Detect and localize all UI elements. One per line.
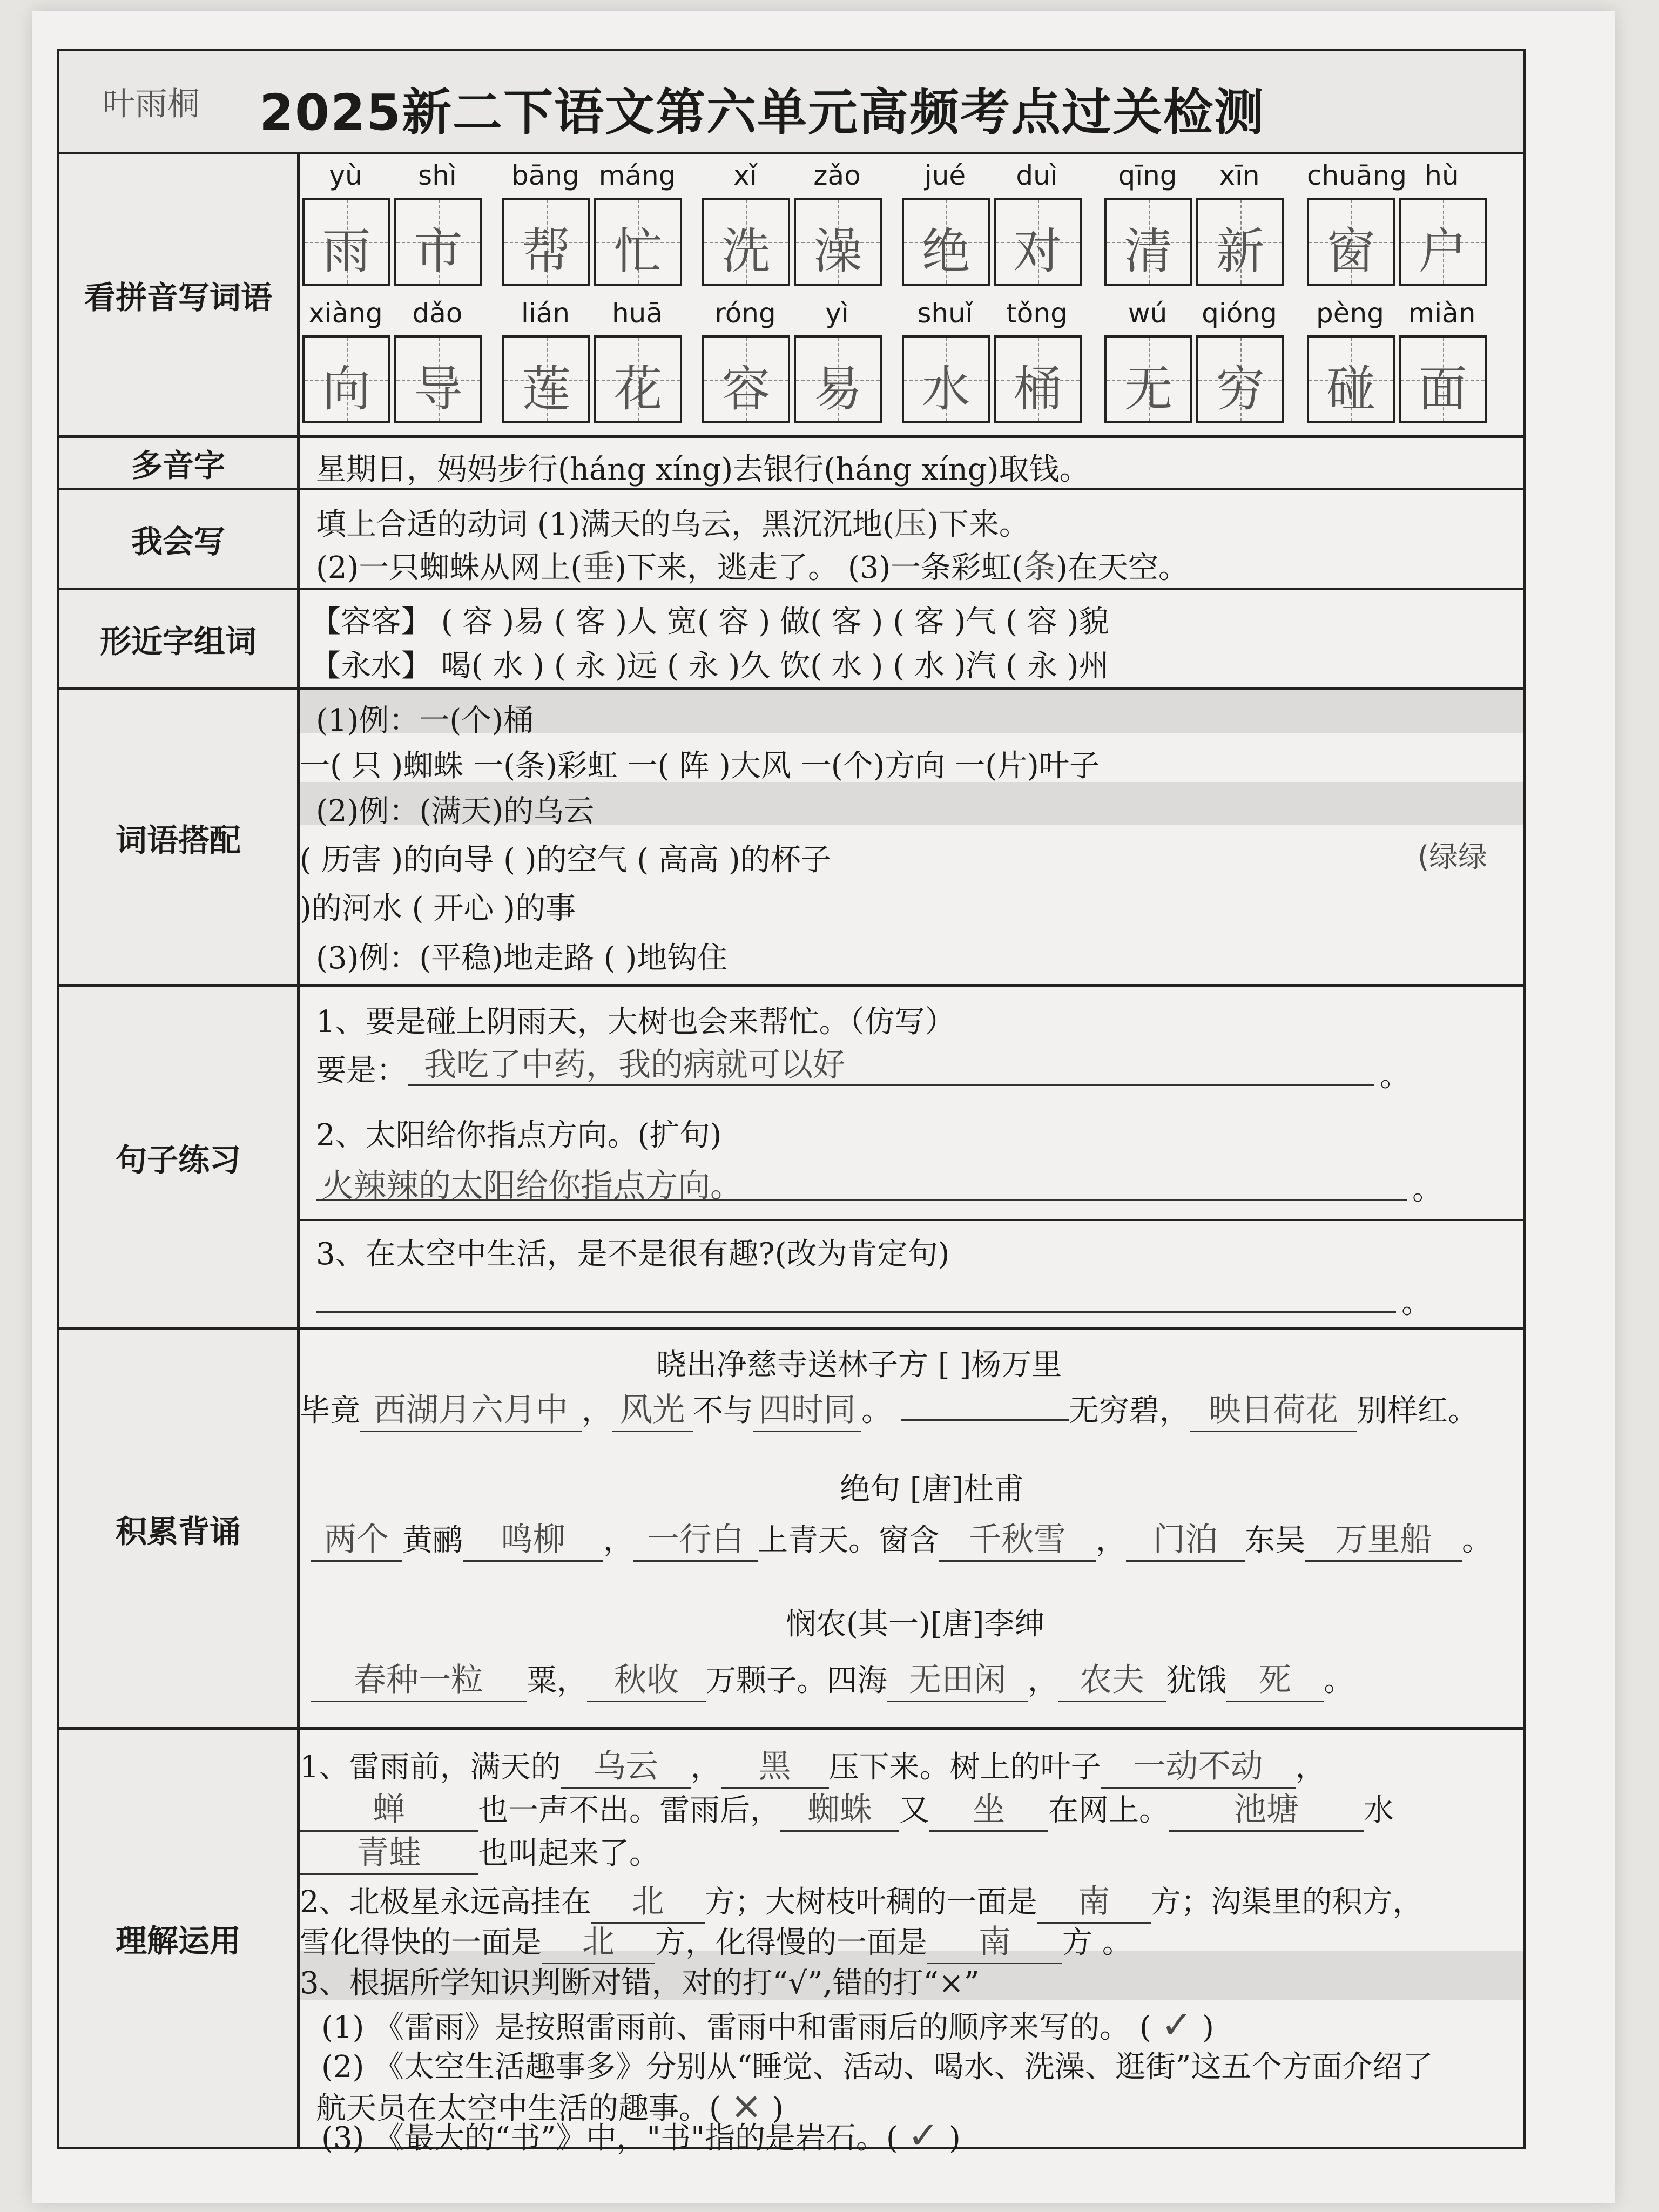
pinyin-label: xǐ [733, 160, 757, 191]
judge-text: ) [772, 2091, 784, 2126]
handwritten-char: 桶 [1013, 361, 1062, 417]
app-blank: 池塘 [1169, 1784, 1364, 1832]
section-label: 词语搭配 [59, 690, 300, 984]
pinyin-label: pèng [1316, 298, 1384, 329]
handwritten-char: 容 [721, 361, 771, 417]
section-label: 形近字组词 [59, 590, 300, 687]
poem-text: 不与 [693, 1393, 753, 1428]
poem-text: 粟， [527, 1663, 587, 1698]
collocation-line-3: )的河水 ( 开心 )的事 [300, 891, 576, 926]
poem-3-line [311, 1654, 1354, 1702]
tianzige-box [594, 335, 682, 423]
poem-text: 万颗子。四海 [706, 1663, 887, 1698]
poem-text: 无穷碧， [1068, 1393, 1190, 1428]
handwritten-char: 莲 [522, 361, 571, 417]
pinyin-label: miàn [1408, 298, 1476, 329]
handwritten-char: 碰 [1326, 361, 1375, 417]
sentence-q2: 2、太阳给你指点方向。(扩句) [316, 1118, 722, 1153]
app-text: 方；沟渠里的积方， [1150, 1885, 1423, 1920]
collocation-line-1: 一( 只 )蜘蛛 一(条)彩虹 一( 阵 )大风 一(个)方向 一(片)叶子 [300, 748, 1100, 784]
verbs-q2: (2)一只蜘蛛从网上( [316, 550, 583, 585]
pinyin-label: yù [329, 160, 362, 191]
section-pinyin [59, 154, 1523, 438]
collocation-overflow-answer: (绿绿 [1418, 840, 1488, 874]
sentence-q2-answer: 火辣辣的太阳给你指点方向。 [321, 1167, 743, 1205]
app-blank: 蝉 [300, 1784, 478, 1832]
tianzige-box [702, 335, 790, 423]
sentence-q1: 1、要是碰上阴雨天，大树也会来帮忙。（仿写） [316, 1004, 955, 1040]
app-text: 压下来。树上的叶子 [828, 1750, 1101, 1785]
handwritten-char: 无 [1124, 361, 1173, 417]
answer-line [316, 1199, 1407, 1201]
pinyin-label: zǎo [813, 160, 861, 191]
poem-text: 。 [861, 1393, 892, 1428]
sentence-end: 。 [1401, 1285, 1432, 1320]
tianzige-box [302, 335, 390, 423]
poem-text: ， [1028, 1663, 1058, 1698]
judge-2: (2) 《太空生活趣事多》分别从“睡觉、活动、喝水、洗澡、逛街”这五个方面介绍了 [321, 2049, 1433, 2085]
pinyin-label: tǒng [1006, 298, 1068, 329]
tianzige-box [994, 198, 1082, 286]
handwritten-char: 市 [414, 223, 463, 280]
app-blank: 南 [927, 1916, 1062, 1964]
app-text: 1、雷雨前，满天的 [300, 1750, 561, 1785]
poem-text: 黄鹂 [402, 1523, 463, 1558]
tianzige-box [902, 198, 990, 286]
answer-line [316, 1311, 1396, 1313]
judge-text: 航天员在太空中生活的趣事。( [316, 2091, 721, 2126]
handwritten-char: 洗 [721, 223, 771, 280]
section-label: 句子练习 [59, 987, 300, 1327]
app-blank: 蜘蛛 [780, 1784, 899, 1832]
poem-text: ， [582, 1393, 612, 1428]
tianzige-box [902, 335, 990, 423]
app-blank: 坐 [929, 1784, 1048, 1832]
handwritten-char: 水 [921, 361, 970, 417]
similar-row-1: 【容客】 ( 容 )易 ( 客 )人 宽( 容 ) 做( 客 ) ( 客 )气 ( 容 )貌 [311, 604, 1109, 639]
poem-2-title: 绝句 [唐]杜甫 [840, 1472, 1024, 1507]
verbs-line-2 [316, 541, 1189, 588]
handwritten-char: 对 [1013, 223, 1062, 280]
pinyin-label: xīn [1219, 160, 1260, 191]
tianzige-box [1399, 198, 1487, 286]
poem-blank: 万里船 [1305, 1514, 1462, 1562]
collocation-example-3: (3)例：(平稳)地走路 ( )地钩住 [316, 941, 728, 976]
tianzige-box [594, 198, 682, 286]
judge-3 [321, 2113, 961, 2157]
app-q1-line-3 [300, 1827, 659, 1875]
collocation-line-2: ( 历害 )的向导 ( )的空气 ( 高高 )的杯子 [300, 842, 831, 878]
section-label: 多音字 [59, 438, 300, 488]
tianzige-box [994, 335, 1082, 423]
app-q3: 3、根据所学知识判断对错，对的打“√”,错的打“×” [300, 1966, 980, 2001]
tianzige-box [794, 335, 882, 423]
pinyin-label: chuāng [1307, 160, 1407, 191]
handwritten-char: 易 [813, 361, 862, 417]
verbs-instruction: 填上合适的动词 [316, 507, 528, 542]
answer-handwritten: 压 [894, 505, 927, 543]
section-similar-chars [59, 590, 1523, 690]
pinyin-label: bāng [511, 160, 579, 191]
poem-blank: 春种一粒 [311, 1654, 527, 1702]
verbs-q3-end: )在天空。 [1056, 550, 1189, 585]
handwritten-char: 帮 [522, 223, 571, 280]
app-blank: 北 [591, 1876, 705, 1924]
pinyin-label: yì [825, 298, 849, 329]
poem-blank [901, 1419, 1069, 1421]
app-blank: 黑 [721, 1741, 829, 1789]
similar-row-2: 【永水】 喝( 水 ) ( 永 )远 ( 永 )久 饮( 水 ) ( 水 )汽 ( 永 )州 [311, 649, 1109, 684]
pinyin-label: qīng [1118, 160, 1177, 191]
app-text: 又 [899, 1793, 929, 1828]
check-mark: ✓ [907, 2113, 940, 2157]
verbs-q2-end: )下来，逃走了。 [615, 550, 839, 585]
app-q2-line-2 [300, 1916, 1132, 1964]
pinyin-label: jué [924, 160, 966, 191]
pinyin-label: shuǐ [917, 298, 973, 329]
sentence-q1-answer: 我吃了中药，我的病就可以好 [424, 1046, 845, 1084]
pinyin-label: dǎo [412, 298, 463, 329]
poem-2-line [311, 1514, 1492, 1562]
app-text: 水 [1364, 1793, 1394, 1828]
poem-blank: 无田闲 [887, 1654, 1028, 1702]
app-text: ， [1295, 1750, 1326, 1785]
pinyin-label: xiàng [308, 298, 383, 329]
answer-handwritten: 条 [1023, 548, 1056, 586]
app-text: 雪化得快的一面是 [300, 1925, 542, 1960]
tianzige-box [794, 198, 882, 286]
check-mark: ✓ [1161, 2002, 1193, 2047]
poem-text: 。 [1324, 1663, 1354, 1698]
app-blank: 青蛙 [300, 1827, 478, 1875]
pinyin-label: lián [521, 298, 570, 329]
poem-blank: 门泊 [1126, 1514, 1245, 1562]
poem-blank: 映日荷花 [1190, 1384, 1357, 1432]
handwritten-char: 雨 [322, 223, 371, 280]
pinyin-label: qióng [1202, 298, 1277, 329]
section-verbs [59, 490, 1523, 590]
collocation-example-1: (1)例：一(个)桶 [316, 703, 534, 738]
app-text: ， [690, 1750, 721, 1785]
tianzige-box [302, 198, 390, 286]
tianzige-box [1307, 335, 1395, 423]
section-polyphone [59, 438, 1523, 490]
pinyin-label: máng [598, 160, 676, 191]
handwritten-char: 忙 [613, 223, 663, 280]
poem-1-line [300, 1384, 1478, 1432]
handwritten-char: 向 [322, 361, 371, 417]
pinyin-grid [300, 154, 1523, 435]
poem-blank: 死 [1226, 1654, 1324, 1702]
judge-1 [321, 2002, 1214, 2047]
poem-3-title: 悯农(其一)[唐]李绅 [786, 1607, 1045, 1642]
app-blank: 南 [1037, 1876, 1151, 1924]
section-collocation [59, 690, 1523, 987]
verbs-q3: (3)一条彩虹( [847, 550, 1024, 585]
judge-text: ) [949, 2121, 961, 2156]
poem-text: 毕竟 [300, 1393, 360, 1428]
tianzige-box [1307, 198, 1395, 286]
tianzige-box [394, 198, 482, 286]
judge-text: (1) 《雷雨》是按照雷雨前、雷雨中和雷雨后的顺序来写的。 ( [321, 2010, 1151, 2045]
poem-blank: 一行白 [633, 1514, 758, 1562]
tianzige-box [1196, 335, 1284, 423]
tianzige-box [502, 198, 590, 286]
handwritten-char: 澡 [813, 223, 862, 280]
verbs-q1-end: )下来。 [926, 507, 1029, 542]
pinyin-label: huā [611, 298, 663, 329]
poem-blank: 千秋雪 [939, 1514, 1096, 1562]
pinyin-label: shì [418, 160, 457, 191]
poem-text: ， [1096, 1523, 1126, 1558]
answer-handwritten: 垂 [582, 548, 615, 586]
handwritten-char: 户 [1418, 223, 1467, 280]
section-label: 积累背诵 [59, 1330, 300, 1727]
poem-blank: 秋收 [587, 1654, 706, 1702]
poem-text: 犹饿 [1166, 1663, 1226, 1698]
poem-text: ， [603, 1523, 633, 1558]
handwritten-char: 面 [1418, 361, 1467, 417]
app-blank: 乌云 [561, 1741, 691, 1789]
sentence-end: 。 [1412, 1172, 1442, 1207]
app-text: 方 。 [1062, 1925, 1132, 1960]
section-label: 理解运用 [59, 1730, 300, 2147]
judge-text: (3) 《最大的“书”》中，"书"指的是岩石。( [321, 2121, 898, 2156]
tianzige-box [1196, 198, 1284, 286]
title-row [59, 51, 1523, 154]
verbs-q1: (1)满天的乌云，黑沉沉地( [537, 507, 894, 542]
poem-blank: 鸣柳 [463, 1514, 603, 1562]
tianzige-box [1399, 335, 1487, 423]
handwritten-char: 花 [613, 361, 663, 417]
answer-line [408, 1084, 1374, 1086]
poem-blank: 两个 [311, 1514, 402, 1562]
handwritten-char: 穷 [1216, 361, 1265, 417]
tianzige-box [702, 198, 790, 286]
tianzige-box [502, 335, 590, 423]
app-text: 在网上。 [1048, 1793, 1169, 1828]
judge-text: ) [1202, 2010, 1214, 2045]
app-blank: 北 [542, 1916, 655, 1964]
poem-blank: 四时同 [753, 1384, 861, 1432]
verbs-line-1 [316, 498, 1029, 544]
handwritten-char: 绝 [921, 223, 970, 280]
poem-1-title: 晓出净慈寺送林子方 [ ]杨万里 [656, 1347, 1062, 1382]
pinyin-label: hù [1425, 160, 1459, 191]
app-text: 方；大树枝叶稠的一面是 [704, 1885, 1037, 1920]
worksheet-table [57, 49, 1526, 2157]
tianzige-box [1104, 198, 1192, 286]
handwritten-char: 导 [414, 361, 463, 417]
app-text: 方，化得慢的一面是 [655, 1925, 927, 1960]
poem-text: 东吴 [1245, 1523, 1305, 1558]
poem-blank: 西湖月六月中 [360, 1384, 582, 1432]
sentence-q3: 3、在太空中生活，是不是很有趣?(改为肯定句) [316, 1237, 950, 1272]
handwritten-char: 新 [1216, 223, 1265, 280]
page-title: 2025新二下语文第六单元高频考点过关检测 [259, 84, 1265, 141]
pinyin-label: wú [1128, 298, 1168, 329]
app-blank: 一动不动 [1101, 1741, 1296, 1789]
poem-text: 别样红。 [1357, 1393, 1478, 1428]
divider [300, 1219, 1523, 1221]
sentence-end: 。 [1380, 1058, 1410, 1094]
poem-blank: 风光 [612, 1384, 693, 1432]
section-recitation [59, 1330, 1523, 1730]
app-q1-line-2 [300, 1784, 1394, 1832]
poem-text: 上青天。窗含 [758, 1523, 939, 1558]
tianzige-box [394, 335, 482, 423]
pinyin-label: duì [1016, 160, 1058, 191]
cross-mark: × [730, 2083, 763, 2128]
app-q1-line-1 [300, 1741, 1326, 1789]
app-text: 也叫起来了。 [478, 1836, 659, 1871]
section-application [59, 1730, 1523, 2157]
collocation-example-2: (2)例：(满天)的乌云 [316, 794, 595, 829]
app-text: 也一声不出。雷雨后， [478, 1793, 780, 1828]
app-text: 2、北极星永远高挂在 [300, 1885, 591, 1920]
section-label: 我会写 [59, 490, 300, 588]
sentence-q1-prefix: 要是： [316, 1053, 407, 1088]
section-sentences [59, 987, 1523, 1330]
handwritten-char: 窗 [1326, 223, 1375, 280]
poem-text: 。 [1462, 1523, 1492, 1558]
handwritten-char: 清 [1124, 223, 1173, 280]
student-name-handwritten: 叶雨桐 [103, 85, 200, 123]
pinyin-label: róng [714, 298, 776, 329]
polyphone-sentence: 星期日，妈妈步行(háng xíng)去银行(háng xíng)取钱。 [316, 452, 1090, 487]
section-label: 看拼音写词语 [59, 154, 300, 435]
tianzige-box [1104, 335, 1192, 423]
poem-blank: 农夫 [1058, 1654, 1166, 1702]
